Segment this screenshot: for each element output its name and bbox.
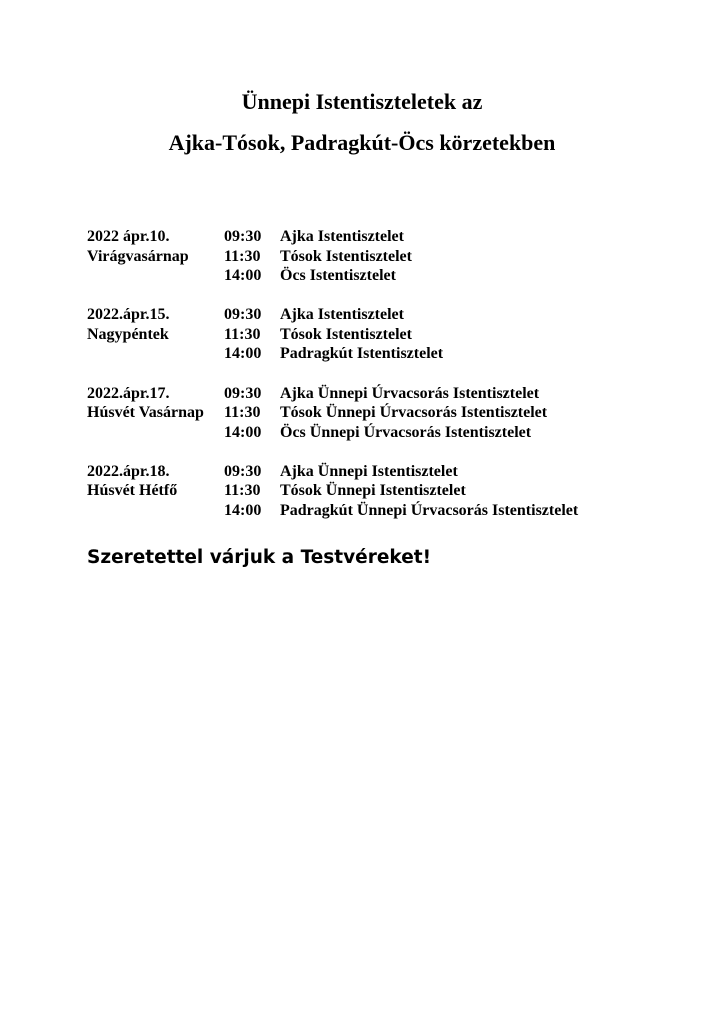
service-description: Ajka Ünnepi Úrvacsorás Istentisztelet — [280, 384, 540, 402]
service-description: Tósok Ünnepi Istentisztelet — [280, 482, 466, 500]
service-description: Padragkút Istentisztelet — [280, 345, 444, 363]
service-description: Padragkút Ünnepi Úrvacsorás Istentisztelet — [280, 502, 579, 520]
service-row — [87, 247, 707, 267]
service-time: 09:30 — [224, 228, 262, 245]
service-row — [87, 423, 707, 443]
service-description: Tósok Istentisztelet — [280, 325, 412, 343]
service-row — [87, 227, 707, 247]
service-row — [87, 344, 707, 364]
service-description: Tósok Ünnepi Úrvacsorás Istentisztelet — [280, 404, 548, 422]
service-row — [87, 266, 707, 286]
service-time: 14:00 — [224, 423, 262, 441]
service-row — [87, 481, 707, 501]
service-time: 14:00 — [224, 267, 262, 285]
service-time: 09:30 — [224, 306, 262, 324]
service-row — [87, 462, 707, 482]
service-row — [87, 403, 707, 423]
service-time: 09:30 — [224, 462, 262, 480]
service-description: Ajka Istentisztelet — [280, 228, 404, 245]
service-day-label: 2022.ápr.17. — [87, 384, 170, 402]
service-description: Öcs Istentisztelet — [280, 267, 396, 285]
service-day-label: Nagypéntek — [87, 325, 169, 343]
service-description: Tósok Istentisztelet — [280, 247, 412, 265]
service-row — [87, 384, 707, 404]
service-day-label: 2022.ápr.15. — [87, 306, 170, 324]
service-description: Ajka Istentisztelet — [280, 306, 404, 324]
service-day-block — [87, 462, 707, 521]
service-day-label: Virágvasárnap — [87, 247, 189, 265]
service-schedule — [87, 227, 707, 540]
service-row — [87, 305, 707, 325]
service-row — [87, 325, 707, 345]
service-day-label: Húsvét Vasárnap — [87, 404, 204, 422]
title-line-1: Ünnepi Istentiszteletek az — [241, 89, 483, 114]
service-day-label: Húsvét Hétfő — [87, 482, 178, 500]
service-row — [87, 501, 707, 521]
service-description: Ajka Ünnepi Istentisztelet — [280, 462, 458, 480]
service-day-label: 2022 ápr.10. — [87, 228, 170, 245]
service-time: 14:00 — [224, 345, 262, 363]
service-description: Öcs Ünnepi Úrvacsorás Istentisztelet — [280, 423, 532, 441]
service-time: 11:30 — [224, 404, 261, 422]
service-time: 09:30 — [224, 384, 262, 402]
service-day-block — [87, 305, 707, 364]
service-day-label: 2022.ápr.18. — [87, 462, 170, 480]
service-time: 11:30 — [224, 325, 261, 343]
service-day-block — [87, 227, 707, 286]
service-day-block — [87, 384, 707, 443]
service-time: 11:30 — [224, 482, 261, 500]
service-time: 11:30 — [224, 247, 261, 265]
closing-message: Szeretettel várjuk a Testvéreket! — [87, 547, 432, 568]
title-line-2: Ajka-Tósok, Padragkút-Öcs körzetekben — [168, 130, 556, 155]
service-time: 14:00 — [224, 502, 262, 520]
